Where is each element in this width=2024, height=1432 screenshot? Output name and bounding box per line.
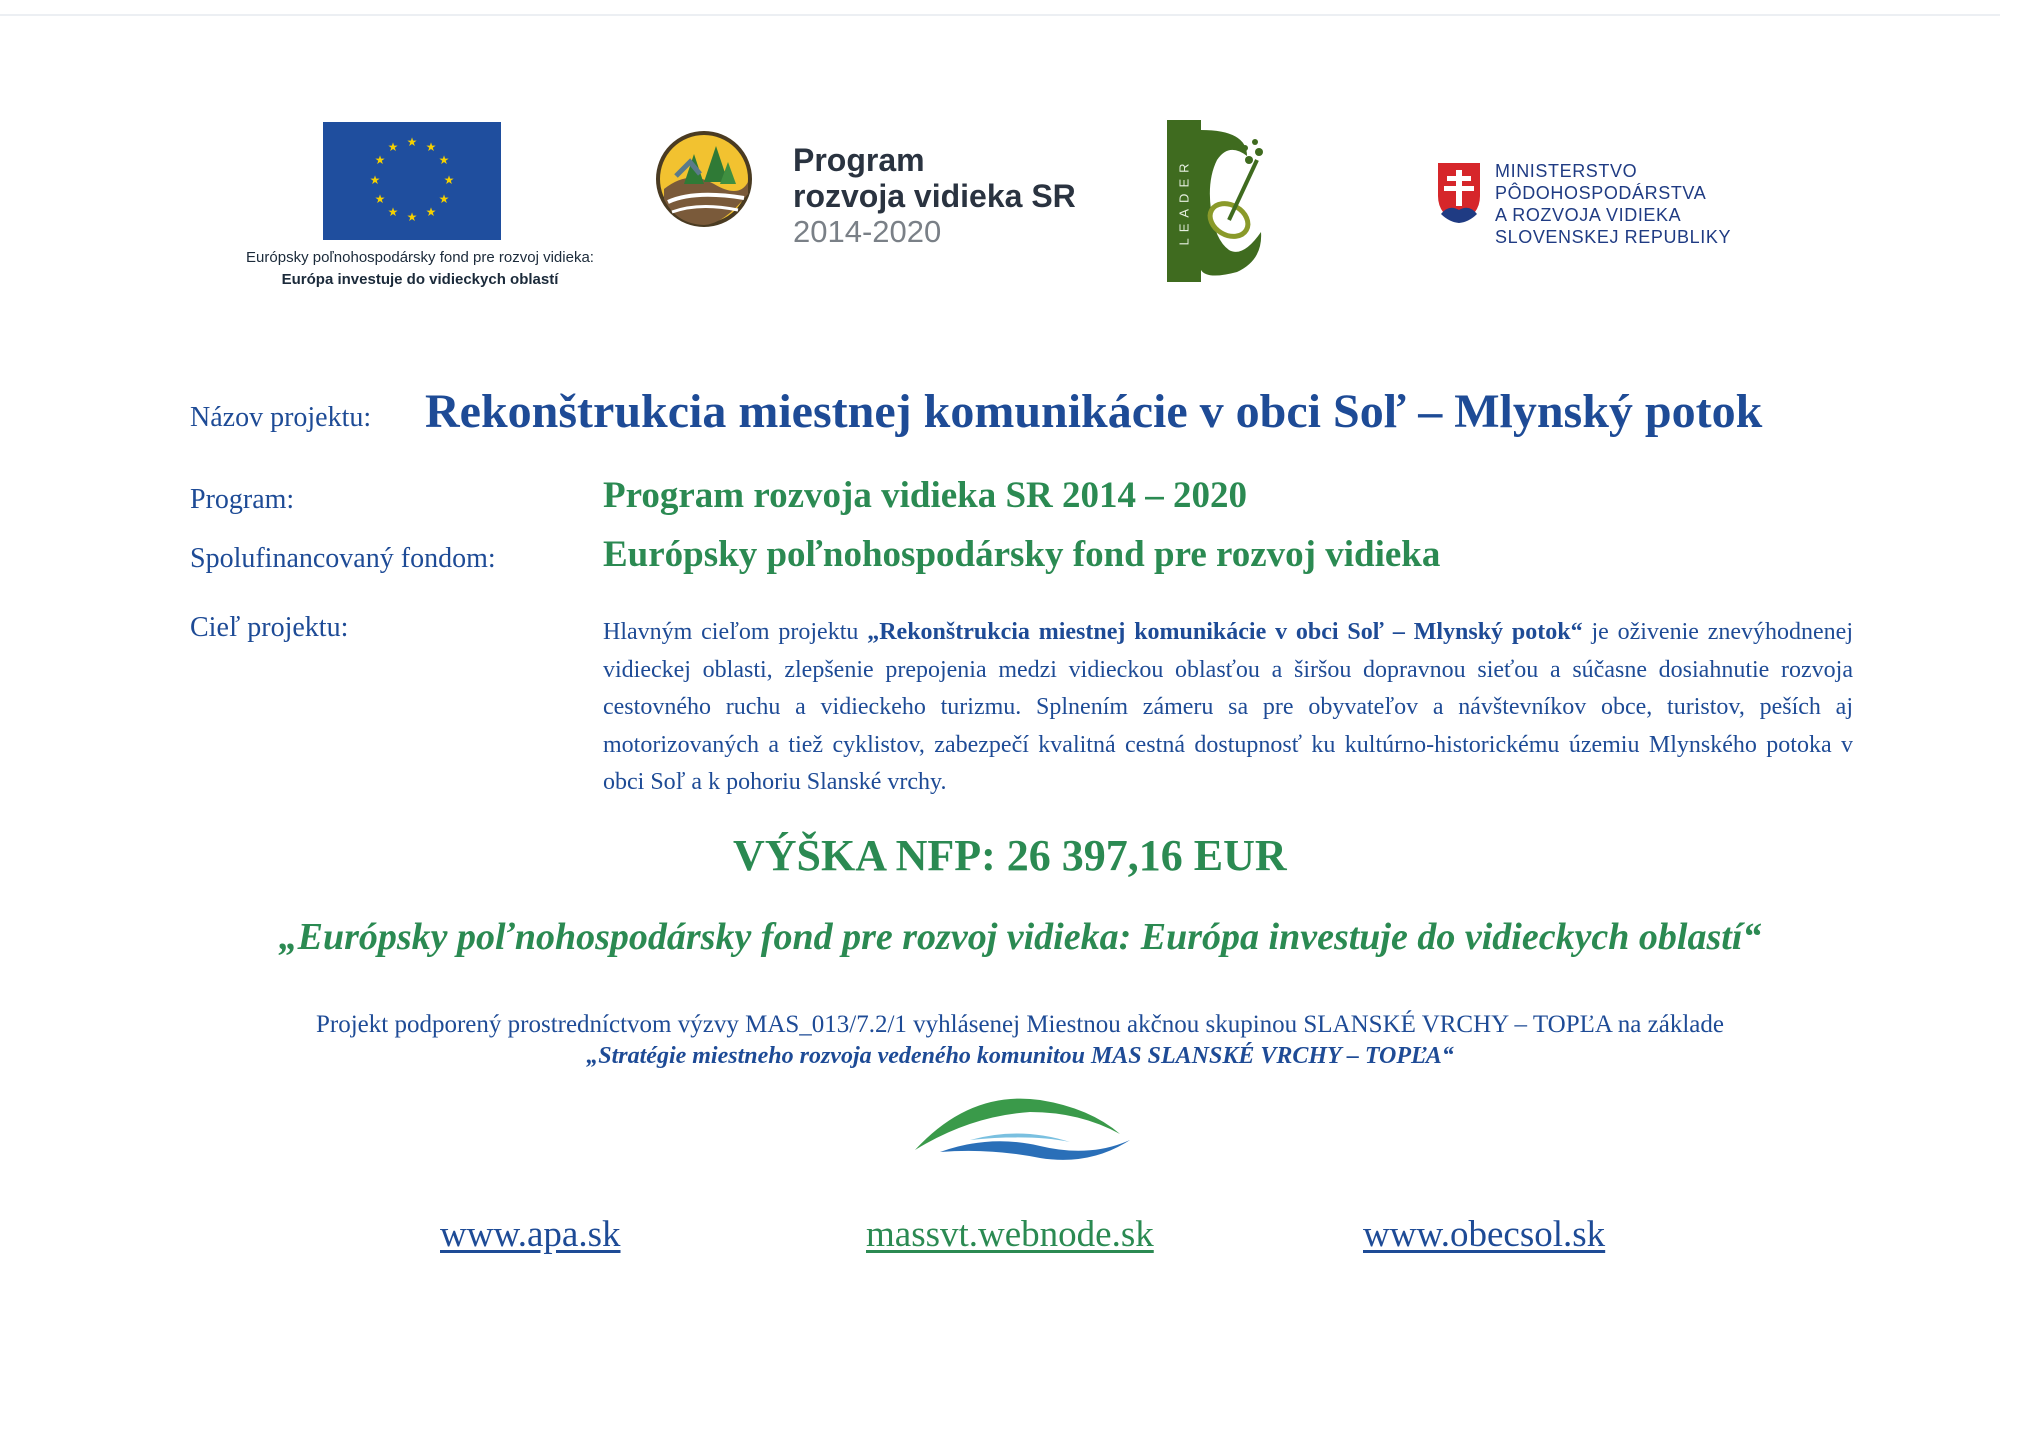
apa-link[interactable]: www.apa.sk xyxy=(440,1214,621,1255)
eu-caption-line1: Európsky poľnohospodársky fond pre rozvoj vidieka: xyxy=(246,249,594,266)
goal-intro: Hlavným cieľom projektu xyxy=(603,619,859,645)
program-value: Program rozvoja vidieka SR 2014 – 2020 xyxy=(603,475,1248,516)
svg-text:★: ★ xyxy=(387,205,399,219)
goal-paragraph xyxy=(603,614,1853,802)
svg-text:★: ★ xyxy=(438,192,450,206)
eu-fund-caption xyxy=(170,247,670,291)
svg-text:★: ★ xyxy=(438,153,450,167)
fund-value: Európsky poľnohospodársky fond pre rozvoj vidieka xyxy=(603,534,1441,575)
mas-wave-icon xyxy=(910,1090,1135,1165)
leader-plant-icon xyxy=(1167,120,1263,282)
leader-text: LEADER xyxy=(1176,156,1192,246)
eu-flag-icon xyxy=(323,122,501,240)
goal-label: Cieľ projektu: xyxy=(190,612,349,643)
prv-logo-text xyxy=(793,142,1076,250)
support-statement: Projekt podporený prostredníctvom výzvy MAS_013/7.2/1 vyhlásenej Miestnou akčnou skupinou SLANSKÉ VRCHY – TOPĽA na základe xyxy=(316,1011,1724,1038)
ministry-line3: A ROZVOJA VIDIEKA xyxy=(1495,205,1682,225)
nfp-amount xyxy=(733,830,1287,881)
prv-line1: Program xyxy=(793,142,925,178)
ministry-line2: PÔDOHOSPODÁRSTVA xyxy=(1495,183,1707,203)
strategy-statement: „Stratégie miestneho rozvoja vedeného komunitou MAS SLANSKÉ VRCHY – TOPĽA“ xyxy=(586,1043,1454,1069)
goal-rest: je oživenie znevýhodnenej vidieckej oblasti, zlepšenie prepojenia medzi vidieckou oblasťou a širšou dopravnou sieťou a súčasne dosiahnutie rozvoja cestovného ruchu a vidieckeho turizmu. Splnením zámeru sa pre obyvateľov a návštevníkov obce, turistov, peších aj motorizovaných a tiež cyklistov, zabezpečí kvalitná cestná dostupnosť ku kultúrno-historickému územiu Mlynského potoka v obci Soľ a k pohoriu Slanské vrchy. xyxy=(603,619,1854,795)
eu-slogan: „Európsky poľnohospodársky fond pre rozvoj vidieka: Európa investuje do vidieckych oblastí“ xyxy=(278,916,1762,958)
svg-text:★: ★ xyxy=(443,173,455,187)
prv-landscape-icon xyxy=(654,124,754,234)
nfp-label: VÝŠKA NFP xyxy=(733,831,982,880)
svg-text:★: ★ xyxy=(387,140,399,154)
svg-text:★: ★ xyxy=(374,192,386,206)
obec-link[interactable]: www.obecsol.sk xyxy=(1363,1214,1606,1255)
prv-line3: 2014-2020 xyxy=(793,214,942,249)
ministry-line4: SLOVENSKEJ REPUBLIKY xyxy=(1495,227,1732,247)
goal-project-title: „Rekonštrukcia miestnej komunikácie v obci Soľ – Mlynský potok“ xyxy=(867,619,1583,645)
svg-text:★: ★ xyxy=(374,153,386,167)
program-label: Program: xyxy=(190,484,295,515)
slovak-crest-icon xyxy=(1435,160,1483,226)
ministry-logo-text xyxy=(1495,160,1731,248)
prv-line2: rozvoja vidieka SR xyxy=(793,178,1076,214)
nfp-value: : 26 397,16 EUR xyxy=(981,831,1287,880)
ministry-line1: MINISTERSTVO xyxy=(1495,161,1638,181)
scan-edge-line xyxy=(0,14,2000,16)
mas-link[interactable]: massvt.webnode.sk xyxy=(866,1214,1154,1255)
svg-text:★: ★ xyxy=(425,140,437,154)
project-name-value: Rekonštrukcia miestnej komunikácie v obci Soľ – Mlynský potok xyxy=(425,385,1763,438)
project-name-label: Názov projektu: xyxy=(190,402,372,433)
svg-text:★: ★ xyxy=(425,205,437,219)
fund-label: Spolufinancovaný fondom: xyxy=(190,543,496,574)
eu-caption-line2: Európa investuje do vidieckych oblastí xyxy=(281,271,559,288)
svg-text:★: ★ xyxy=(369,173,381,187)
svg-text:★: ★ xyxy=(406,210,418,224)
svg-text:★: ★ xyxy=(406,135,418,149)
